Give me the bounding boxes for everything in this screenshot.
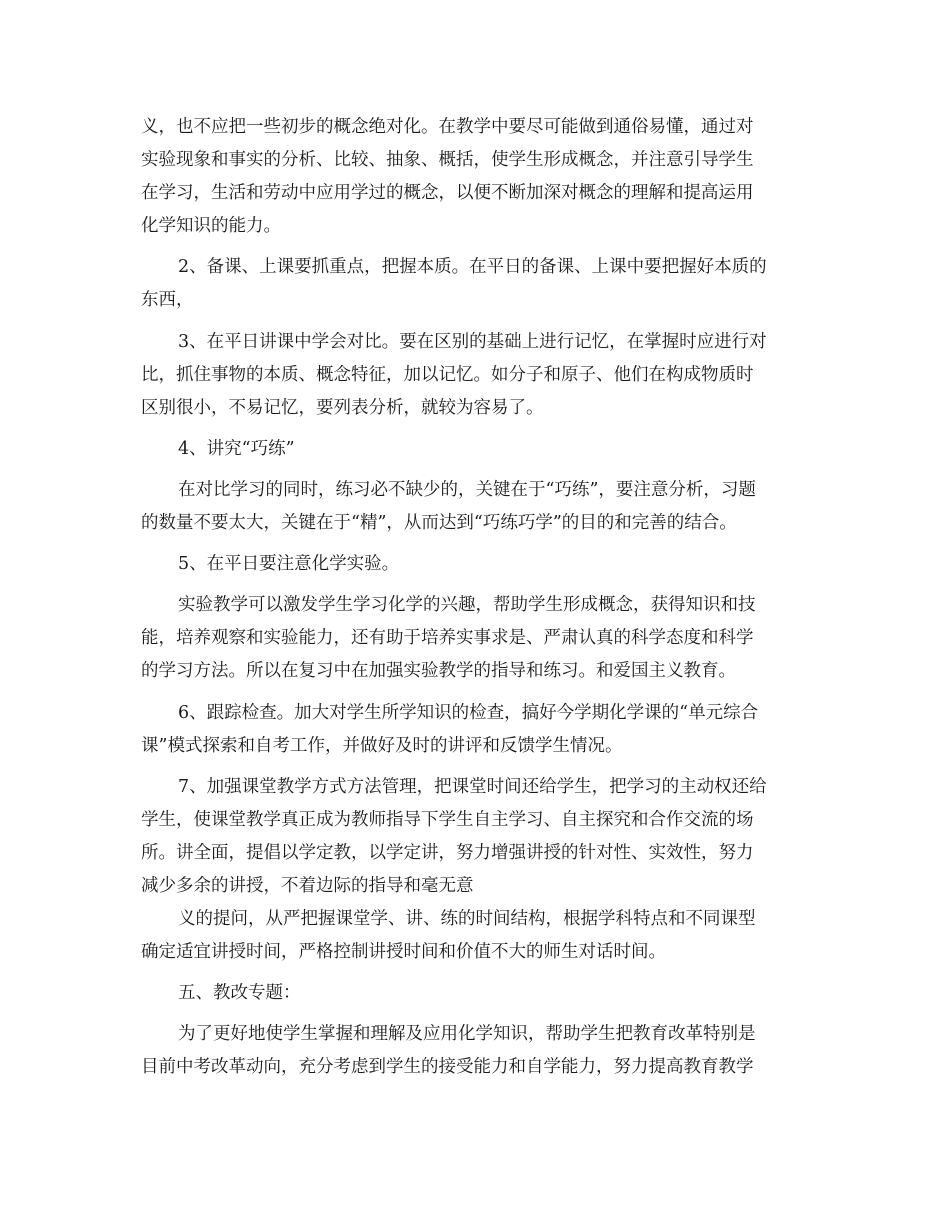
text-line: 减少多余的讲授，不着边际的指导和毫无意 [141, 875, 474, 896]
paragraph-gap [141, 969, 811, 977]
paragraph-gap [141, 243, 811, 251]
text-line: 在对比学习的同时，练习必不缺少的，关键在于“巧练”，要注意分析，习题 [178, 479, 756, 500]
text-line: 化学知识的能力。 [141, 216, 281, 237]
text-line: 五、教改专题： [178, 983, 301, 1004]
text-line: 4、讲究“巧练” [178, 438, 295, 459]
text-line: 区别很小，不易记忆，要列表分析，就较为容易了。 [141, 397, 544, 418]
text-line: 义，也不应把一些初步的概念绝对化。在教学中要尽可能做到通俗易懂，通过对 [141, 117, 754, 137]
text-line: 课”模式探索和自考工作，并做好及时的讲评和反馈学生情况。 [141, 735, 623, 756]
paragraph-gap [141, 425, 811, 433]
text-line: 的学习方法。所以在复习中在加强实验教学的指导和练习。和爱国主义教育。 [141, 661, 736, 682]
paragraph-gap [141, 540, 811, 548]
text-line: 义的提问，从严把握课堂学、讲、练的时间结构，根据学科特点和不同课型 [178, 909, 756, 930]
text-line: 实验教学可以激发学生学习化学的兴趣，帮助学生形成概念，获得知识和技 [178, 595, 756, 616]
text-line: 的数量不要太大，关键在于“精”，从而达到“巧练巧学”的目的和完善的结合。 [141, 513, 737, 534]
document-body [141, 111, 811, 1085]
text-line: 实验现象和事实的分析、比较、抽象、概括，使学生形成概念，并注意引导学生 [141, 150, 754, 171]
text-line: 5、在平日要注意化学实验。 [178, 554, 400, 575]
paragraph-gap [141, 1010, 811, 1018]
paragraph-gap [141, 318, 811, 326]
text-line: 东西， [141, 290, 194, 311]
text-line: 目前中考改革动向，充分考虑到学生的接受能力和自学能力，努力提高教育教学 [141, 1057, 754, 1078]
text-line: 3、在平日讲课中学会对比。要在区别的基础上进行记忆，在掌握时应进行对 [178, 331, 767, 352]
text-line: 学生，使课堂教学真正成为教师指导下学生自主学习、自主探究和合作交流的场 [141, 809, 754, 830]
paragraph-gap [141, 466, 811, 474]
text-line: 为了更好地使学生掌握和理解及应用化学知识，帮助学生把教育改革特别是 [178, 1024, 756, 1045]
text-line: 6、跟踪检查。加大对学生所学知识的检查，搞好今学期化学课的“单元综合 [178, 702, 759, 723]
text-line: 确定适宜讲授时间，严格控制讲授时间和价值不大的师生对话时间。 [141, 942, 666, 963]
text-line: 在学习，生活和劳动中应用学过的概念，以便不断加深对概念的理解和提高运用 [141, 183, 754, 204]
text-line: 所。讲全面，提倡以学定教，以学定讲，努力增强讲授的针对性、实效性，努力 [141, 842, 754, 863]
text-line: 7、加强课堂教学方式方法管理，把课堂时间还给学生，把学习的主动权还给 [178, 776, 767, 797]
paragraph-gap [141, 581, 811, 589]
paragraph-gap [141, 763, 811, 771]
text-line: 能，培养观察和实验能力，还有助于培养实事求是、严肃认真的科学态度和科学 [141, 628, 754, 649]
text-line: 比，抓住事物的本质、概念特征，加以记忆。如分子和原子、他们在构成物质时 [141, 364, 754, 385]
paragraph-gap [141, 689, 811, 697]
text-line: 2、备课、上课要抓重点，把握本质。在平日的备课、上课中要把握好本质的 [178, 257, 767, 278]
